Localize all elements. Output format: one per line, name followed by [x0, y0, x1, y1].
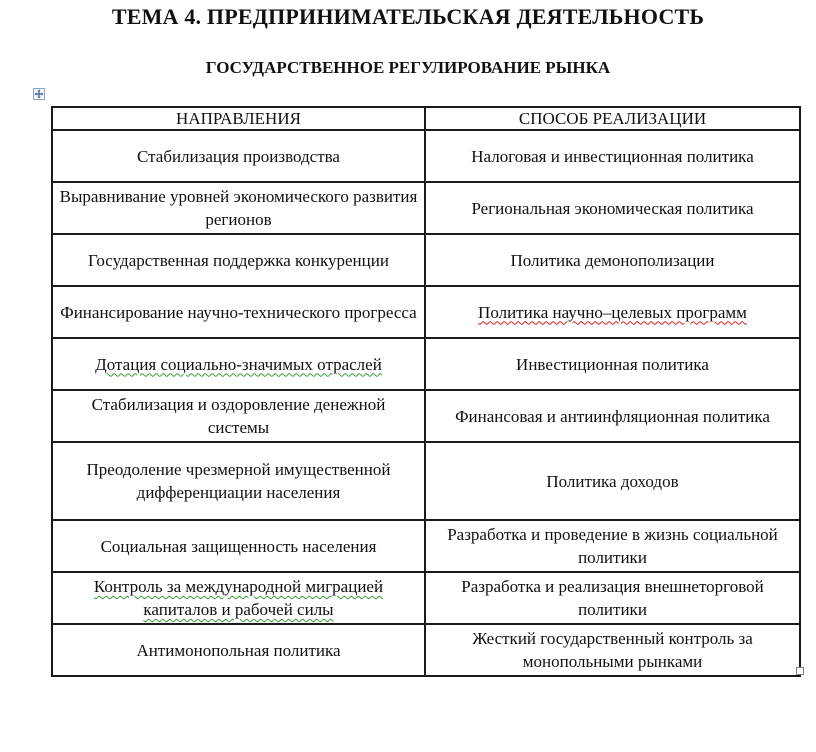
- document-subtitle: ГОСУДАРСТВЕННОЕ РЕГУЛИРОВАНИЕ РЫНКА: [205, 58, 611, 77]
- document-title: ТЕМА 4. ПРЕДПРИНИМАТЕЛЬСКАЯ ДЕЯТЕЛЬНОСТЬ: [111, 4, 705, 29]
- method-cell: Финансовая и антиинфляционная политика: [425, 390, 800, 442]
- table-row: [52, 338, 800, 390]
- direction-cell: Стабилизация и оздоровление денежной системы: [52, 390, 425, 442]
- method-cell: Региональная экономическая политика: [425, 182, 800, 234]
- direction-cell: Антимонопольная политика: [52, 624, 425, 676]
- method-cell: Политика доходов: [425, 442, 800, 520]
- direction-cell: Преодоление чрезмерной имущественной дифференциации населения: [52, 442, 425, 520]
- regulation-table: [51, 106, 801, 677]
- method-cell: Разработка и реализация внешнеторговой политики: [425, 572, 800, 624]
- table-row: [52, 286, 800, 338]
- method-cell: Инвестиционная политика: [425, 338, 800, 390]
- method-cell: Жесткий государственный контроль за монопольными рынками: [425, 624, 800, 676]
- direction-cell: Социальная защищенность населения: [52, 520, 425, 572]
- direction-cell: [52, 572, 425, 624]
- table-row: [52, 182, 800, 234]
- method-cell: Разработка и проведение в жизнь социальной политики: [425, 520, 800, 572]
- table-row: [52, 572, 800, 624]
- method-cell: [425, 286, 800, 338]
- table-row: [52, 442, 800, 520]
- method-cell: Политика демонополизации: [425, 234, 800, 286]
- table-row: [52, 390, 800, 442]
- header-directions: НАПРАВЛЕНИЯ: [52, 107, 425, 130]
- direction-text: Дотация социально-значимых отраслей: [95, 354, 382, 374]
- move-arrows-icon[interactable]: [33, 88, 45, 100]
- direction-text: Контроль за международной миграцией капиталов и рабочей силы: [93, 577, 384, 619]
- table-row: [52, 130, 800, 182]
- table-row: [52, 234, 800, 286]
- table-row: [52, 520, 800, 572]
- direction-cell: Выравнивание уровней экономического развития регионов: [52, 182, 425, 234]
- table-header-row: [52, 107, 800, 130]
- direction-cell: Стабилизация производства: [52, 130, 425, 182]
- direction-cell: Финансирование научно-технического прогресса: [52, 286, 425, 338]
- direction-cell: Государственная поддержка конкуренции: [52, 234, 425, 286]
- table-row: [52, 624, 800, 676]
- resize-square-icon[interactable]: [796, 667, 804, 675]
- method-cell: Налоговая и инвестиционная политика: [425, 130, 800, 182]
- header-implementation: СПОСОБ РЕАЛИЗАЦИИ: [425, 107, 800, 130]
- method-text: Политика научно–целевых программ: [478, 302, 747, 322]
- direction-cell: [52, 338, 425, 390]
